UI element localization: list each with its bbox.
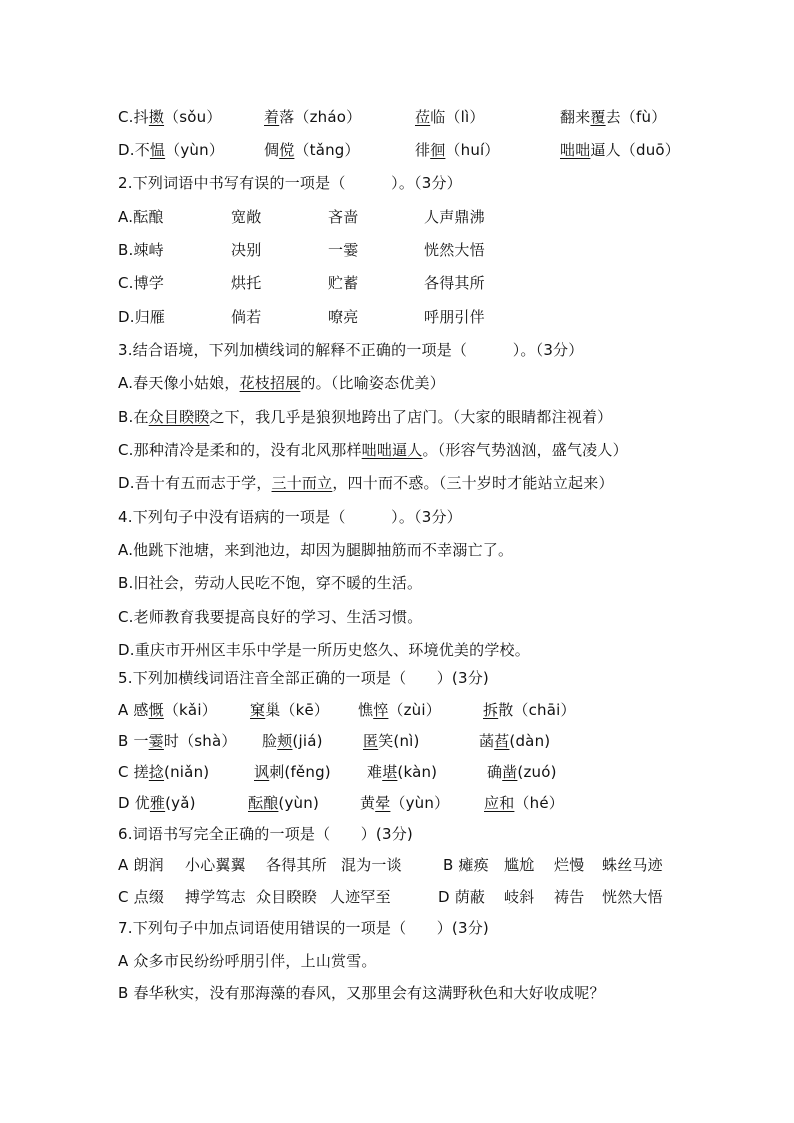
q3-c-post: 。（形容气势汹汹，盛气凌人）	[422, 441, 628, 459]
q7-option-b: B 春华秋实，没有那海藻的春风，又那里会有这满野秋色和大好收成呢？	[118, 984, 605, 1002]
q2-b-3: 一霎	[328, 241, 359, 259]
q3-a-post: 的。（比喻姿态优美）	[300, 374, 445, 392]
q2-b-2: 决别	[231, 241, 262, 259]
q2-a-1: A.酝酿	[118, 208, 164, 226]
q2-c-2: 烘托	[231, 274, 262, 292]
q3-c-underlined: 咄咄逼人	[361, 441, 423, 459]
q3-a-pre: A.春天像小姑娘，	[118, 374, 240, 392]
q3-option-d	[118, 472, 614, 494]
q1-d-word3: 徘徊（huí）	[415, 141, 500, 159]
q5-d-1: D 优雅(yǎ)	[118, 794, 196, 812]
q2-b-1: B.竦峙	[118, 241, 164, 259]
q3-option-a	[118, 372, 445, 394]
q5-d-4: 应和（hé）	[484, 794, 564, 812]
q2-d-2: 倘若	[231, 308, 262, 326]
q1-d-word4: 咄咄逼人（duō）	[560, 141, 681, 159]
q6-r1-5: B 瘫痪	[443, 856, 489, 874]
q5-b-4: 菡萏(dàn)	[479, 732, 551, 750]
q2-a-3: 吝啬	[328, 208, 359, 226]
q3-d-underlined: 三十而立	[271, 474, 333, 492]
q7-stem: 7.下列句子中加点词语使用错误的一项是（ ）(3分)	[118, 919, 489, 937]
q6-r1-8: 蛛丝马迹	[602, 856, 663, 874]
q2-b-4: 恍然大悟	[424, 241, 485, 259]
q1-c-word4: 翻来覆去（fù）	[560, 108, 667, 126]
q5-a-4: 拆散（chāi）	[483, 701, 576, 719]
q2-d-4: 呼朋引伴	[424, 308, 485, 326]
q3-option-b	[118, 406, 612, 428]
q3-b-post: 之下，我几乎是狼狈地跨出了店门。（大家的眼睛都注视着）	[209, 408, 613, 426]
q4-stem: 4.下列句子中没有语病的一项是（ ）。（3分）	[118, 508, 462, 526]
q2-c-3: 贮蓄	[328, 274, 359, 292]
q6-r2-3: 众目睽睽	[256, 888, 317, 906]
q6-r1-4: 混为一谈	[341, 856, 402, 874]
q6-r1-1: A 朗润	[118, 856, 164, 874]
q3-stem: 3.结合语境，下列加横线词的解释不正确的一项是（ ）。（3分）	[118, 341, 584, 359]
q5-c-1: C 搓捻(niǎn)	[118, 763, 210, 781]
q6-r2-2: 搏学笃志	[185, 888, 246, 906]
q2-c-4: 各得其所	[424, 274, 485, 292]
q5-d-3: 黄晕（yùn）	[360, 794, 450, 812]
q6-r2-5: D 荫蔽	[438, 888, 486, 906]
q2-d-1: D.归雁	[118, 308, 166, 326]
q5-a-2: 窠巢（kē）	[250, 701, 330, 719]
q4-option-b: B.旧社会，劳动人民吃不饱，穿不暖的生活。	[118, 574, 423, 592]
q3-b-pre: B.在	[118, 408, 149, 426]
q3-d-post: ，四十而不惑。（三十岁时才能站立起来）	[332, 474, 614, 492]
q1-c-word3: 莅临（lì）	[415, 108, 485, 126]
q6-r1-3: 各得其所	[266, 856, 327, 874]
q4-option-d: D.重庆市开州区丰乐中学是一所历史悠久、环境优美的学校。	[118, 641, 530, 659]
q1-d-word1: D.不愠（yùn）	[118, 141, 225, 159]
q4-option-a: A.他跳下池塘，来到池边，却因为腿脚抽筋而不幸溺亡了。	[118, 541, 514, 559]
q2-stem: 2.下列词语中书写有误的一项是（ ）。（3分）	[118, 174, 462, 192]
q6-r2-8: 恍然大悟	[602, 888, 663, 906]
q6-r1-6: 尴尬	[504, 856, 535, 874]
q5-d-2: 酝酿(yùn)	[248, 794, 320, 812]
q6-r2-1: C 点缀	[118, 888, 165, 906]
q7-option-a: A 众多市民纷纷呼朋引伴，上山赏雪。	[118, 952, 377, 970]
q3-c-pre: C.那种清冷是柔和的，没有北风那样	[118, 441, 362, 459]
q1-d-word2: 倜傥（tǎng）	[264, 141, 360, 159]
q1-c-word2: 着落（zháo）	[264, 108, 362, 126]
q6-r2-4: 人迹罕至	[330, 888, 391, 906]
q5-b-2: 脸颊(jiá)	[262, 732, 323, 750]
q3-a-underlined: 花枝招展	[239, 374, 301, 392]
q2-a-4: 人声鼎沸	[424, 208, 485, 226]
q4-option-c: C.老师教育我要提高良好的学习、生活习惯。	[118, 608, 423, 626]
q5-b-3: 匿笑(nì)	[363, 732, 420, 750]
q2-c-1: C.博学	[118, 274, 165, 292]
q5-c-2: 讽刺(fěng)	[254, 763, 331, 781]
q5-b-1: B 一霎时（shà）	[118, 732, 237, 750]
q2-a-2: 宽敞	[231, 208, 262, 226]
q5-c-3: 难堪(kàn)	[367, 763, 438, 781]
q6-r2-6: 岐斜	[504, 888, 535, 906]
q3-option-c	[118, 439, 628, 461]
q3-b-underlined: 众目睽睽	[148, 408, 210, 426]
q5-c-4: 确凿(zuó)	[487, 763, 557, 781]
q5-a-3: 憔悴（zùi）	[358, 701, 441, 719]
q5-a-1: A 感慨（kǎi）	[118, 701, 217, 719]
q3-d-pre: D.吾十有五而志于学，	[118, 474, 272, 492]
q6-r1-2: 小心翼翼	[185, 856, 246, 874]
q6-r1-7: 烂慢	[554, 856, 585, 874]
q2-d-3: 嘹亮	[328, 308, 359, 326]
q6-stem: 6.词语书写完全正确的一项是（ ）(3分)	[118, 825, 413, 843]
q1-c-word1: C.抖擞（sǒu）	[118, 108, 222, 126]
q5-stem: 5.下列加横线词语注音全部正确的一项是（ ）(3分)	[118, 669, 489, 687]
q6-r2-7: 祷告	[554, 888, 585, 906]
